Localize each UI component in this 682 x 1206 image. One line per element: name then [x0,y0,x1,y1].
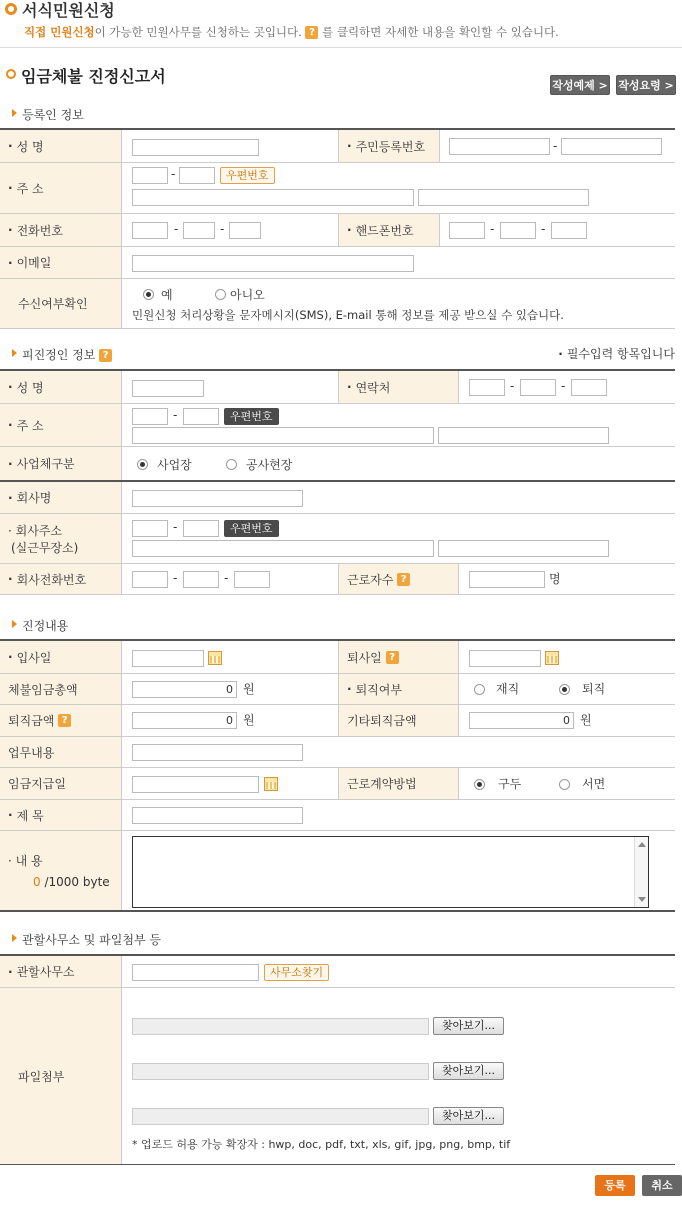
dash: - [541,222,546,236]
allowed-extensions-note: * 업로드 허용 가능 확장자 : hwp, doc, pdf, txt, xls, gif, jpg, png, bmp, tif [132,1138,511,1151]
phone-2-input[interactable] [183,222,215,239]
circle-bullet-icon [5,3,17,15]
table-row [0,564,675,595]
address-line1-input[interactable] [132,189,414,206]
leave-date-label-text: 퇴사일 [347,650,382,665]
employed-label: 재직 [496,682,520,696]
cancel-button[interactable]: 취소 [642,1175,682,1196]
subject-label: · 제 목 [0,800,122,830]
join-date-label: · 입사일 [0,641,122,673]
table-row [0,279,675,329]
calendar-icon[interactable] [208,651,222,665]
table-row [0,800,675,831]
ssn-second-input[interactable] [561,138,662,155]
employed-radio[interactable] [474,684,485,695]
office-input[interactable] [132,964,259,981]
written-label: 서면 [582,777,606,791]
dash: - [173,520,178,534]
address-line2-input[interactable] [418,189,589,206]
zip-second-input[interactable] [183,520,219,537]
table-row [0,768,675,800]
table-row [0,737,675,768]
email-input[interactable] [132,255,414,272]
scroll-up-icon[interactable] [638,842,646,847]
written-radio[interactable] [559,779,570,790]
address-line2-input[interactable] [438,427,609,444]
consent-no-radio[interactable] [215,289,226,300]
company-phone-3-input[interactable] [234,571,270,588]
dash: - [173,408,178,422]
won-unit: 원 [580,713,592,727]
dash: - [220,222,225,236]
pay-day-label: 임금지급일 [0,768,122,799]
leave-date-input[interactable] [469,650,541,667]
workers-label [338,564,459,594]
table-row [0,705,675,737]
byte-counter [8,875,110,889]
respondent-table [0,369,675,595]
table-row [0,247,675,279]
company-phone-1-input[interactable] [132,571,168,588]
retired-radio[interactable] [559,684,570,695]
zip-second-input[interactable] [183,408,219,425]
company-phone-2-input[interactable] [183,571,219,588]
dash: - [173,571,178,585]
required-note: · 필수입력 항목입니다 [558,345,675,362]
severance-label [0,705,122,736]
mobile-1-input[interactable] [449,222,485,239]
help-icon[interactable]: ? [99,349,112,362]
byte-count: 0 [33,875,41,889]
zip-search-button[interactable]: 우편번호 [224,520,279,537]
dash: - [490,222,495,236]
company-addr-label [0,514,122,563]
dash: - [510,379,515,393]
email-label: · 이메일 [0,247,122,278]
company-address-line1-input[interactable] [132,540,434,557]
mobile-3-input[interactable] [551,222,587,239]
address-line1-input[interactable] [132,427,434,444]
table-row [0,130,675,163]
company-name-input[interactable] [132,490,303,507]
body-textarea[interactable] [132,836,649,908]
join-date-input[interactable] [132,650,204,667]
dash: - [224,571,229,585]
example-button[interactable]: 작성예제 > [550,75,610,95]
dash: - [171,167,176,181]
other-severance-input[interactable]: 0 [469,712,574,729]
browse-button-1[interactable]: 찾아보기... [433,1017,504,1035]
table-row [0,514,675,564]
table-row [0,956,675,988]
won-unit: 원 [243,682,255,696]
phone-3-input[interactable] [229,222,261,239]
help-icon: ? [305,26,318,39]
file-path-input-2[interactable] [132,1063,429,1080]
body-label [0,831,122,910]
registrant-name-input[interactable] [132,139,259,156]
consent-yes-label: 예 [161,288,173,302]
table-row [0,482,675,514]
section-office: 관할사무소 및 파일첨부 등 [12,931,161,948]
body-label-value: 내 용 [15,854,43,868]
office-search-button[interactable]: 사무소찾기 [264,964,329,981]
name-label: · 성 명 [0,371,122,403]
table-row [0,674,675,705]
submit-button[interactable]: 등록 [595,1175,635,1196]
dash: - [553,139,558,153]
page-header [0,0,682,48]
zip-search-button[interactable]: 우편번호 [220,167,275,184]
zip-first-input[interactable] [132,520,168,537]
severance-label-text: 퇴직금액 [8,714,55,728]
construction-radio[interactable] [226,459,237,470]
scroll-down-icon[interactable] [638,897,646,902]
ssn-label: · 주민등록번호 [338,130,440,162]
phone-label: · 전화번호 [0,214,122,246]
phone-1-input[interactable] [132,222,168,239]
contact-3-input[interactable] [571,379,607,396]
circle-bullet-icon [6,69,16,79]
company-addr-label-text: 회사주소 [15,523,63,538]
company-addr-label-2: (실근무장소) [11,540,79,555]
company-phone-label: · 회사전화번호 [0,564,122,594]
consent-no-label: 아니오 [230,288,265,302]
browse-button-3[interactable]: 찾아보기... [433,1107,504,1125]
respondent-name-input[interactable] [132,380,204,397]
subtitle-highlight: 직접 민원신청 [24,25,95,39]
office-table [0,954,675,1165]
address-label: · 주 소 [0,163,122,213]
retired-label: · 퇴직여부 [338,674,459,704]
name-label: · 성 명 [0,130,122,162]
other-severance-label: 기타퇴직금액 [338,705,459,736]
leave-date-label [338,641,459,673]
mobile-2-input[interactable] [500,222,536,239]
job-input[interactable] [132,744,303,761]
table-row [0,163,675,214]
contact-1-input[interactable] [469,379,505,396]
scrollbar[interactable] [634,837,648,907]
table-row [0,831,675,912]
subject-input[interactable] [132,807,303,824]
content-table [0,639,675,912]
byte-limit: /1000 byte [44,875,110,889]
table-row [0,214,675,247]
help-icon[interactable]: ? [386,651,399,664]
unpaid-total-input[interactable]: 0 [132,681,237,698]
file-path-input-1[interactable] [132,1018,429,1035]
subtitle-text: 이 가능한 민원사무를 신청하는 곳입니다. [94,25,302,39]
help-icon[interactable]: ? [58,714,71,727]
office-label: · 관할사무소 [0,956,122,987]
zip-second-input[interactable] [179,167,215,184]
job-label: 업무내용 [0,737,122,767]
workers-input[interactable] [469,571,545,588]
zip-first-input[interactable] [132,408,168,425]
won-unit: 원 [243,713,255,727]
contact-2-input[interactable] [520,379,556,396]
workplace-radio[interactable] [137,459,148,470]
table-row [0,404,675,447]
section-registrant: 등록인 정보 [12,106,84,123]
company-addr-label-1: · 회사주소 [8,523,63,538]
browse-button-2[interactable]: 찾아보기... [433,1062,504,1080]
biz-type-label: · 사업체구분 [0,447,122,480]
table-row [0,447,675,482]
calendar-icon[interactable] [545,651,559,665]
construction-label: 공사현장 [246,458,293,472]
table-row [0,641,675,674]
oral-label: 구두 [498,777,522,791]
form-title: 임금체불 진정신고서 [21,67,166,86]
calendar-icon[interactable] [264,777,278,791]
pay-day-input[interactable] [132,776,259,793]
zip-first-input[interactable] [132,167,168,184]
address-label: · 주 소 [0,404,122,446]
guide-button[interactable]: 작성요령 > [616,75,676,95]
page-subtitle [24,24,559,40]
section-respondent-label: 피진정인 정보 [22,348,96,362]
section-respondent [12,346,112,363]
contract-method-label: 근로계약방법 [338,768,459,799]
dash: - [174,222,179,236]
contact-label: · 연락처 [338,371,459,403]
table-row [0,988,675,1165]
table-row [0,371,675,404]
body-label-text: · 내 용 [8,854,43,868]
workplace-label: 사업장 [157,458,192,472]
company-name-label: · 회사명 [0,482,122,513]
section-content: 진정내용 [12,617,68,634]
subtitle-text-end: 를 클릭하면 자세한 내용을 확인할 수 있습니다. [322,25,559,39]
ssn-first-input[interactable] [449,138,550,155]
dash: - [561,379,566,393]
workers-unit: 명 [549,572,561,586]
file-path-input-3[interactable] [132,1108,429,1125]
severance-input[interactable]: 0 [132,712,237,729]
registrant-table [0,128,675,329]
attach-label: 파일첨부 [0,988,122,1164]
oral-radio[interactable] [474,779,485,790]
zip-search-button[interactable]: 우편번호 [224,408,279,425]
consent-yes-radio[interactable] [143,289,154,300]
consent-note: 민원신청 처리상황을 문자메시지(SMS), E-mail 통해 정보를 제공 받으실 수 있습니다. [132,308,564,322]
consent-label: 수신여부확인 [0,279,122,328]
workers-label-text: 근로자수 [347,572,394,587]
unpaid-total-label: 체불임금총액 [0,674,122,704]
help-icon[interactable]: ? [397,573,410,586]
company-address-line2-input[interactable] [438,540,609,557]
page-title: 서식민원신청 [22,1,115,20]
retired-option-label: 퇴직 [582,682,606,696]
mobile-label: · 핸드폰번호 [338,214,440,246]
